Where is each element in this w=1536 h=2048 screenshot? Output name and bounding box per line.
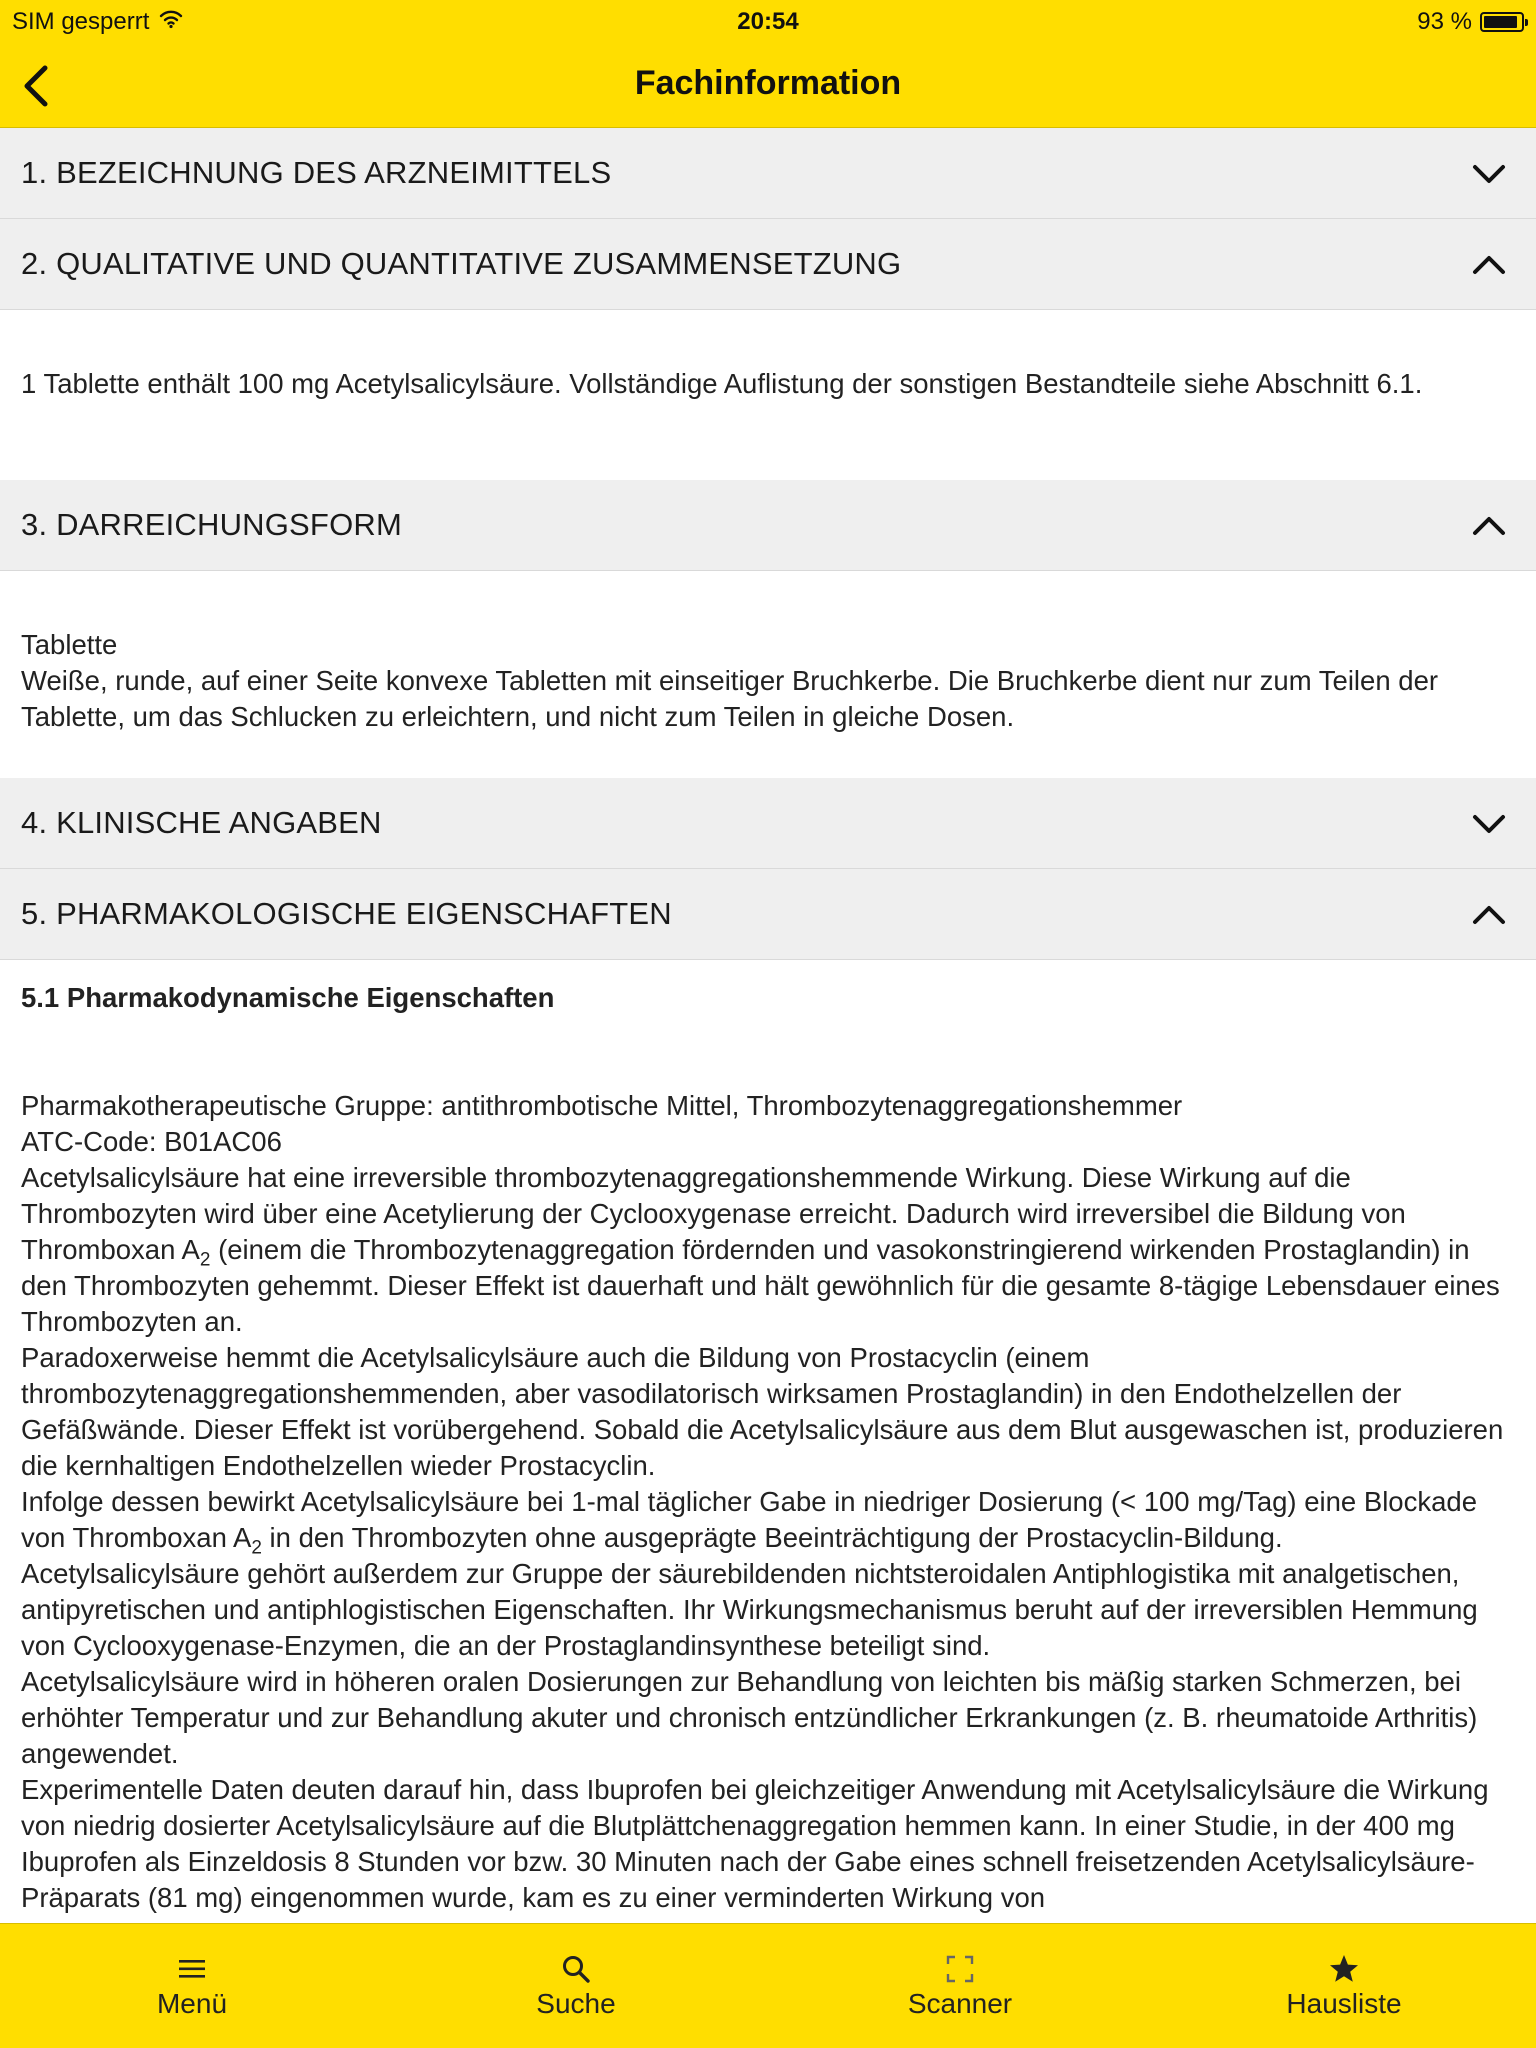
star-icon (1327, 1952, 1361, 1986)
tab-hausliste[interactable] (1152, 1924, 1536, 2048)
section-text-line: Tablette (21, 629, 118, 660)
chevron-up-icon (1470, 896, 1508, 934)
tab-search[interactable] (384, 1924, 768, 2048)
paragraph-1: Acetylsalicylsäure hat eine irreversible thrombozytenaggregationshemmende Wirkung. Diese Wirkung auf die Thrombozyten wird über eine Acetylierung der Cyclooxygenase erreicht. Dadurch wird irreversibel die Bildung von Thromboxan $A_2$ (einem die Thrombozytenaggregation fördernden und vasokonstringierend wirkenden Prostaglandin) in den Thrombozyten gehemmt. Dieser Effekt ist dauerhaft und hält gewöhnlich für die gesamte 8-tägige Lebensdauer eines Thrombozyten an. (21, 1162, 1500, 1337)
carrier-label: SIM gesperrt (12, 8, 150, 35)
tab-label: Menü (156, 1988, 228, 2019)
tab-bar (0, 1923, 1536, 2048)
navigation-bar (0, 44, 1536, 128)
chevron-down-icon (1470, 155, 1508, 193)
section-header-3[interactable] (0, 480, 1536, 571)
content-scroll-area[interactable] (0, 128, 1536, 1923)
tab-label: Hausliste (1286, 1988, 1402, 2019)
section-title: 3. DARREICHUNGSFORM (21, 507, 402, 542)
chevron-up-icon (1470, 246, 1508, 284)
tab-label: Scanner (907, 1988, 1013, 2019)
section-header-2[interactable] (0, 219, 1536, 310)
paragraph-group: Pharmakotherapeutische Gruppe: antithrombotische Mittel, Thrombozytenaggregationshemmer (21, 1090, 1183, 1121)
section-body-3 (0, 571, 1536, 778)
section-title: 1. BEZEICHNUNG DES ARZNEIMITTELS (21, 155, 612, 190)
top-bar (0, 0, 1536, 128)
paragraph-3: Infolge dessen bewirkt Acetylsalicylsäure bei 1-mal täglicher Gabe in niedriger Dosierung (< 100 mg/Tag) eine Blockade von Thromboxan $A_2$ in den Thrombozyten ohne ausgeprägte Beeinträchtigung der Prostacyclin-Bildung. (21, 1486, 1477, 1559)
tab-scanner[interactable] (768, 1924, 1152, 2048)
section-body-5 (0, 960, 1536, 1916)
paragraph-5: Acetylsalicylsäure wird in höheren oralen Dosierungen zur Behandlung von leichten bis mäßig starken Schmerzen, bei erhöhter Temperatur und zur Behandlung akuter und chronisch entzündlicher Erkrankungen (z. B. rheumatoide Arthritis) angewendet. (21, 1666, 1478, 1769)
paragraph-atc: ATC-Code: B01AC06 (21, 1126, 282, 1157)
section-header-1[interactable] (0, 128, 1536, 219)
scanner-icon (943, 1952, 977, 1986)
section-header-5[interactable] (0, 869, 1536, 960)
page-title: Fachinformation (634, 64, 902, 102)
tab-label: Suche (536, 1988, 616, 2019)
section-text: Weiße, runde, auf einer Seite konvexe Tabletten mit einseitiger Bruchkerbe. Die Bruchkerbe dient nur zum Teilen der Tablette, um das Schlucken zu erleichtern, und nicht zum Teilen in gleiche Dosen. (21, 665, 1439, 732)
section-title: 5. PHARMAKOLOGISCHE EIGENSCHAFTEN (21, 896, 672, 931)
section-title: 2. QUALITATIVE UND QUANTITATIVE ZUSAMMENSETZUNG (21, 246, 902, 281)
battery-icon (1480, 12, 1524, 32)
chevron-down-icon (1470, 805, 1508, 843)
section-title: 4. KLINISCHE ANGABEN (21, 805, 382, 840)
menu-icon (175, 1952, 209, 1986)
search-icon (559, 1952, 593, 1986)
subsection-heading: 5.1 Pharmakodynamische Eigenschaften (21, 982, 555, 1013)
section-header-4[interactable] (0, 778, 1536, 869)
status-time: 20:54 (737, 8, 799, 35)
paragraph-4: Acetylsalicylsäure gehört außerdem zur Gruppe der säurebildenden nichtsteroidalen Antiphlogistika mit analgetischen, antipyretischen und antiphlogistischen Eigenschaften. Ihr Wirkungsmechanismus beruht auf der irreversiblen Hemmung von Cyclooxygenase-Enzymen, die an der Prostaglandinsynthese beteiligt sind. (21, 1558, 1478, 1661)
paragraph-2: Paradoxerweise hemmt die Acetylsalicylsäure auch die Bildung von Prostacyclin (einem thrombozytenaggregationshemmenden, aber vasodilatorisch wirksamen Prostaglandin) in den Endothelzellen der Gefäßwände. Dieser Effekt ist vorübergehend. Sobald die Acetylsalicylsäure aus dem Blut ausgewaschen ist, produzieren die kernhaltigen Endothelzellen wieder Prostacyclin. (21, 1342, 1504, 1481)
status-bar (0, 0, 1536, 44)
battery-label: 93 % (1417, 8, 1472, 35)
section-body-2 (0, 310, 1536, 480)
paragraph-6: Experimentelle Daten deuten darauf hin, dass Ibuprofen bei gleichzeitiger Anwendung mit Acetylsalicylsäure die Wirkung von niedrig dosierter Acetylsalicylsäure auf die Blutplättchenaggregation hemmen kann. In einer Studie, in der 400 mg Ibuprofen als Einzeldosis 8 Stunden vor bzw. 30 Minuten nach der Gabe eines schnell freisetzenden Acetylsalicylsäure-Präparats (81 mg) eingenommen wurde, kam es zu einer verminderten Wirkung von (21, 1774, 1489, 1913)
section-text: 1 Tablette enthält 100 mg Acetylsalicylsäure. Vollständige Auflistung der sonstigen Bestandteile siehe Abschnitt 6.1. (21, 368, 1423, 399)
tab-menu[interactable] (0, 1924, 384, 2048)
chevron-up-icon (1470, 507, 1508, 545)
